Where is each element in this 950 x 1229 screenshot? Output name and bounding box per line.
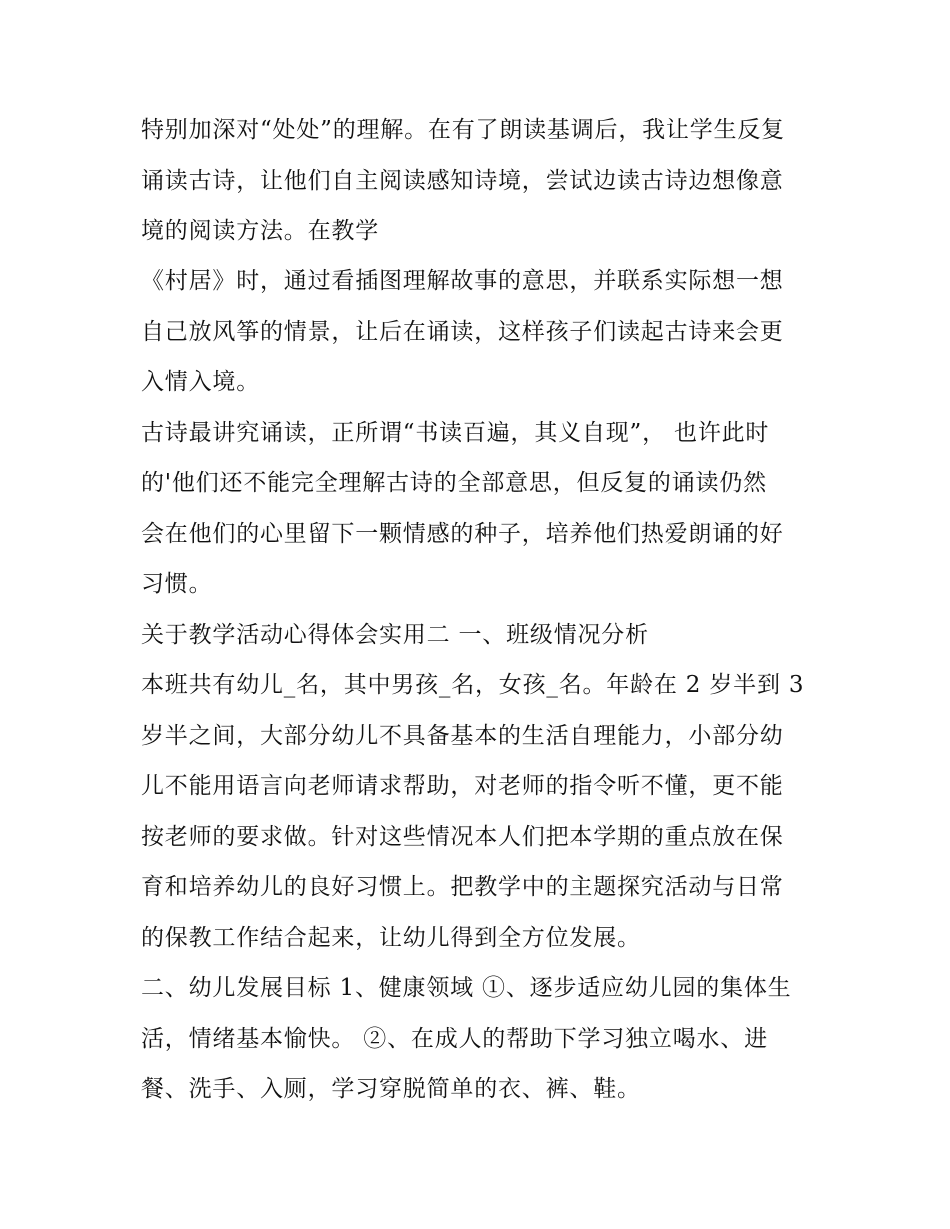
text-line: 本班共有幼儿_名，其中男孩_名，女孩_名。年龄在 2 岁半到 3 bbox=[141, 672, 805, 698]
text-line: 入情入境。 bbox=[141, 369, 260, 395]
text-line: 餐、洗手、入厕，学习穿脱简单的衣、裤、鞋。 bbox=[141, 1076, 641, 1102]
text-line: 活，情绪基本愉快。 ②、在成人的帮助下学习独立喝水、进 bbox=[141, 1026, 768, 1052]
text-line: 古诗最讲究诵读，正所谓“书读百遍，其义自现”， 也许此时 bbox=[141, 420, 770, 446]
text-line: 《村居》时，通过看插图理解故事的意思，并联系实际想一想 bbox=[141, 268, 784, 294]
section-heading: 关于教学活动心得体会实用二 一、班级情况分析 bbox=[141, 622, 649, 648]
text-line: 习惯。 bbox=[141, 571, 213, 597]
text-line: 的'他们还不能完全理解古诗的全部意思，但反复的诵读仍然 bbox=[141, 470, 767, 496]
text-line: 按老师的要求做。针对这些情况本人们把本学期的重点放在保 bbox=[141, 824, 784, 850]
text-line: 特别加深对“处处”的理解。在有了朗读基调后，我让学生反复 bbox=[141, 117, 785, 143]
text-line: 境的阅读方法。在教学 bbox=[141, 218, 379, 244]
text-line: 岁半之间，大部分幼儿不具备基本的生活自理能力，小部分幼 bbox=[141, 723, 784, 749]
text-line: 会在他们的心里留下一颗情感的种子，培养他们热爱朗诵的好 bbox=[141, 521, 784, 547]
text-line: 的保教工作结合起来，让幼儿得到全方位发展。 bbox=[141, 925, 641, 951]
text-line: 育和培养幼儿的良好习惯上。把教学中的主题探究活动与日常 bbox=[141, 874, 784, 900]
text-line: 诵读古诗，让他们自主阅读感知诗境，尝试边读古诗边想像意 bbox=[141, 168, 784, 194]
text-line: 儿不能用语言向老师请求帮助，对老师的指令听不懂，更不能 bbox=[141, 773, 784, 799]
text-line: 二、幼儿发展目标 1、健康领域 ①、逐步适应幼儿园的集体生 bbox=[141, 975, 792, 1001]
text-line: 自己放风筝的情景，让后在诵读，这样孩子们读起古诗来会更 bbox=[141, 319, 784, 345]
